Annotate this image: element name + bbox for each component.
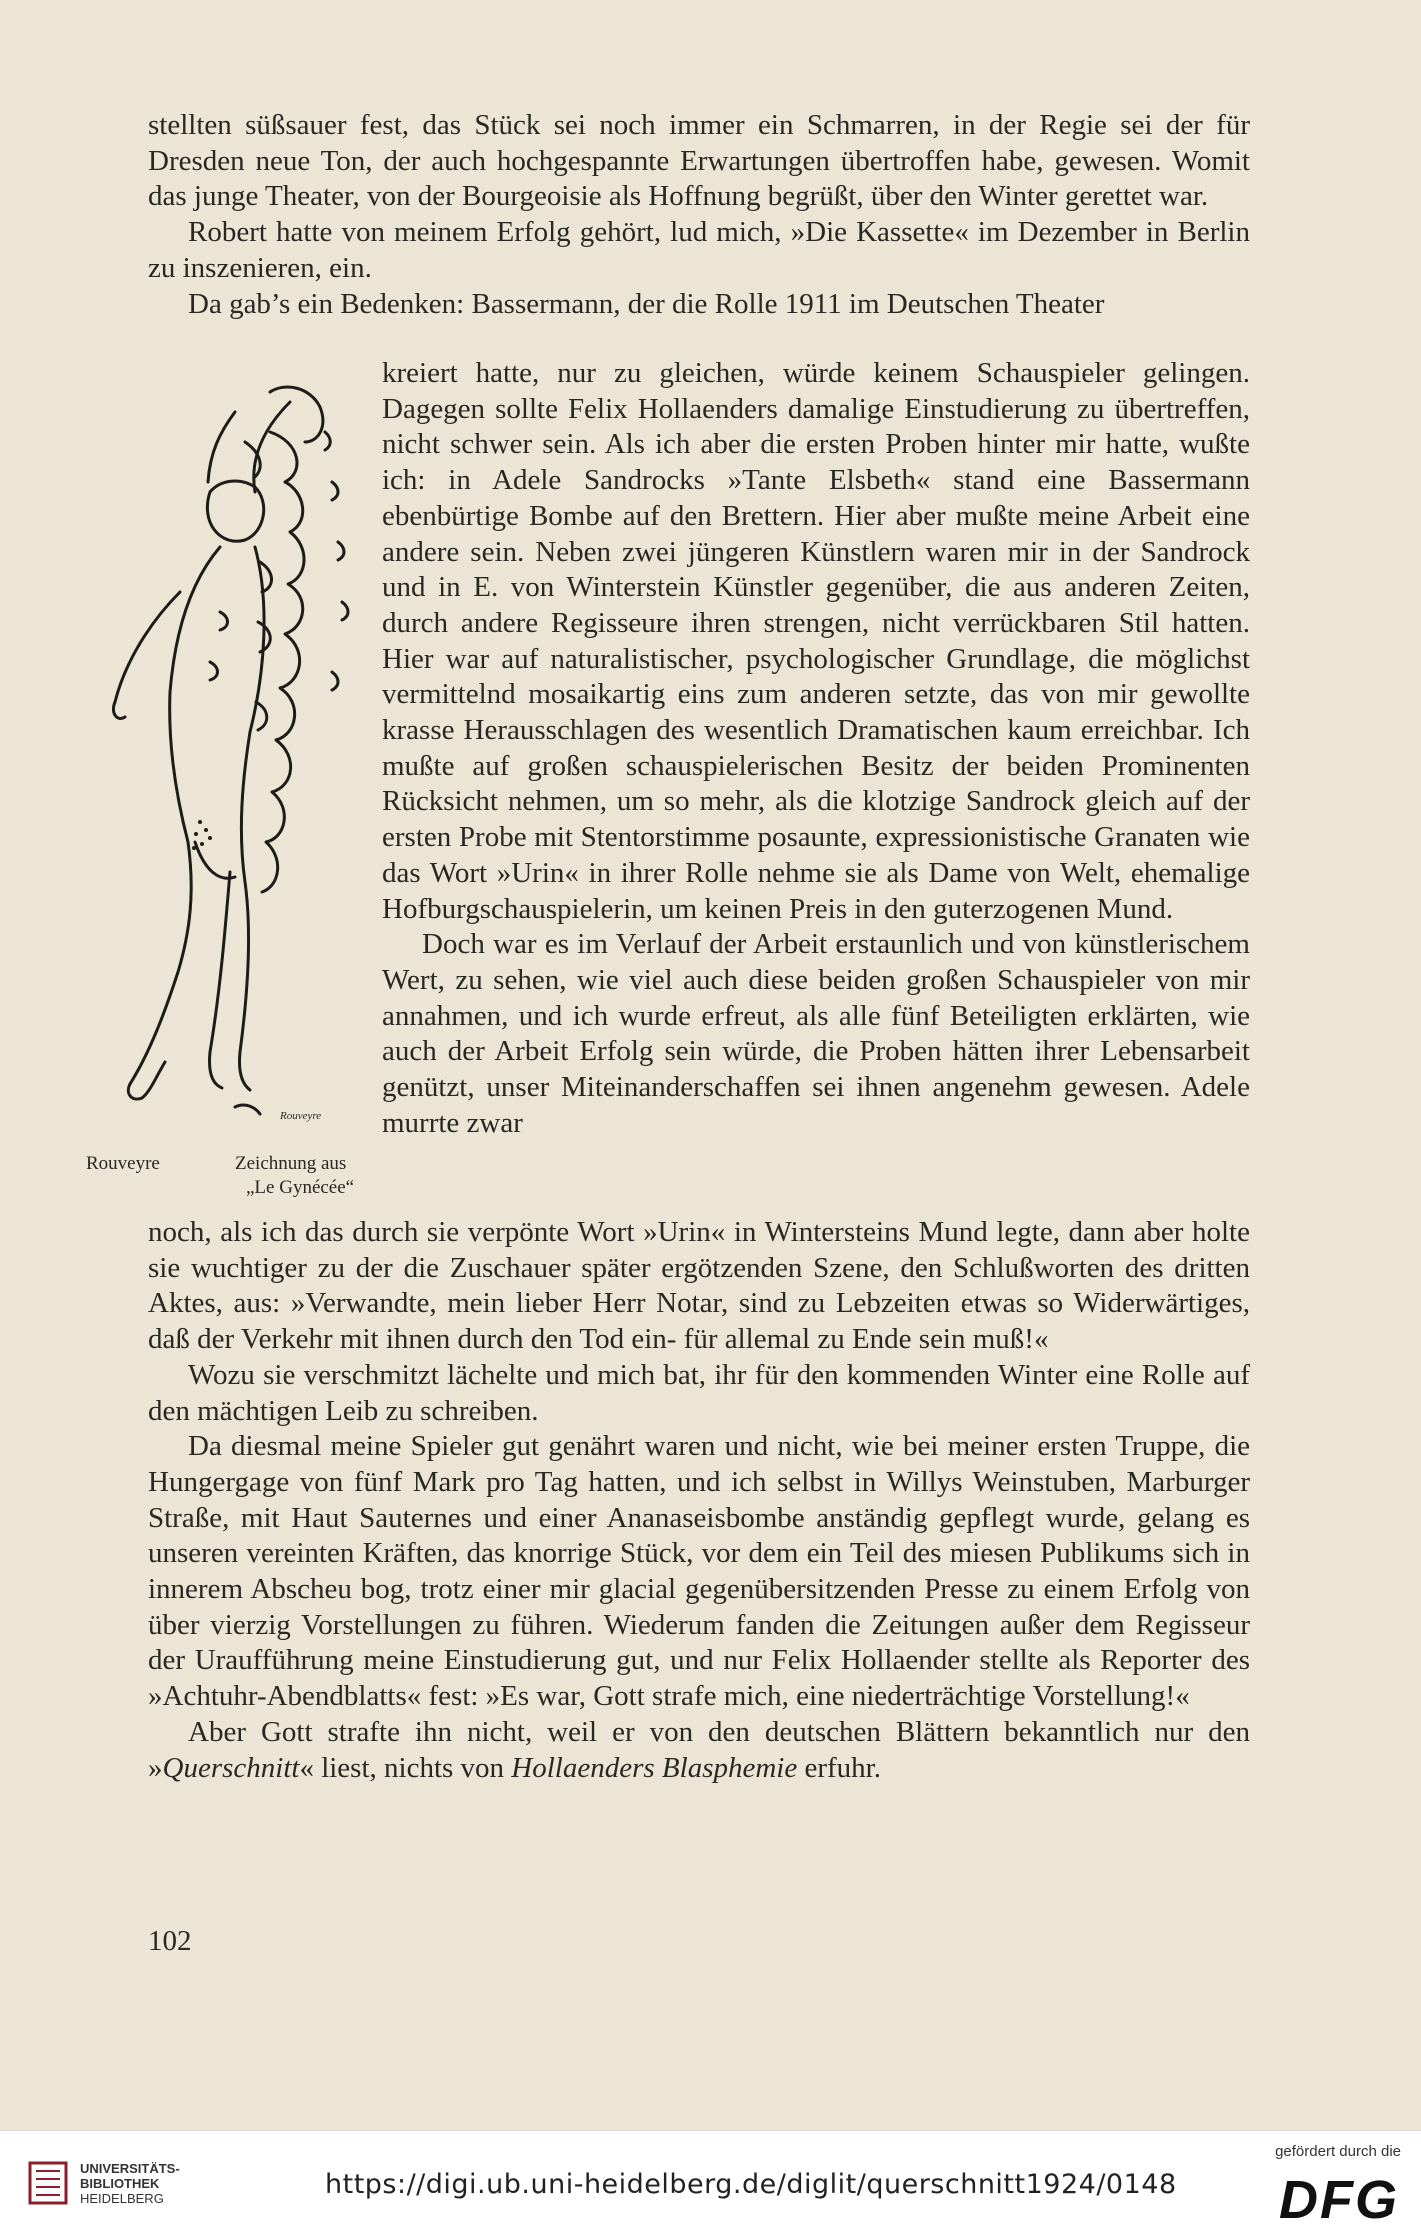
paragraph: kreiert hatte, nur zu gleichen, würde keinem Schauspieler gelingen. Dagegen sollte Felix Hollaenders damalige Einstudierung zu übertreffen, nicht schwer sein. Als ich aber die ersten Proben hinter mir hatte, wußte ich: in Adele Sandrocks »Tante Elsbeth« stand eine Bassermann ebenbürtige Bombe auf den Brettern. Hier aber mußte meine Arbeit eine andere sein. Neben zwei jüngeren Künstlern waren mir in der Sandrock und in E. von Winterstein Künstler gegenüber, die aus anderen Zeiten, durch andere Regisseure ihren strengen, nicht verrückbaren Stil hatten. Hier war auf naturalistischer, psychologischer Grundlage, die möglichst vermittelnd mosaikartig eins zum anderen setzte, das von mir gewollte krasse Herausschlagen des wesentlich Dramatischen kaum erreichbar. Ich mußte auf großen schauspielerischen Besitz der beiden Prominenten Rücksicht nehmen, um so mehr, als die klotzige Sandrock gleich auf der ersten Probe mit Stentorstimme posaunte, expressionistische Granaten wie das Wort »Urin« in ihrer Rolle nehme sie als Dame von Welt, ehemalige Hofburgschauspielerin, um keinen Preis in den guterzogenen Mund. bbox=[382, 357, 1250, 925]
page-number: 102 bbox=[148, 1925, 192, 1957]
italic-run: Querschnitt bbox=[162, 1751, 300, 1784]
library-logo[interactable] bbox=[28, 2151, 188, 2221]
text-run: « liest, nichts von bbox=[299, 1751, 512, 1784]
italic-run: Hollaenders Blasphemie bbox=[511, 1751, 798, 1784]
library-name bbox=[80, 2161, 180, 2206]
paragraph: Da diesmal meine Spieler gut genährt waren und nicht, wie bei meiner ersten Truppe, die Hungergage von fünf Mark pro Tag hatten, und ich selbst in Willys Weinstuben, Marburger Straße, mit Haut Sauternes und einer Ananaseisbombe anständig gepflegt wurde, gelang es unseren vereinten Kräften, das knorrige Stück, vor dem ein Teil des miesen Publikums sich in innerem Abscheu bog, trotz einer mir glacial gegenübersitzenden Presse zu einem Erfolg von über vierzig Vorstellungen zu führen. Wiederum fanden die Zeitungen außer dem Regisseur der Uraufführung meine Einstudierung gut, und nur Felix Hollaender stellte als Reporter des »Achtuhr-Abendblatts« fest: »Es war, Gott strafe mich, eine niederträchtige Vorstellung!« bbox=[148, 1430, 1250, 1713]
artist-signature: Rouveyre bbox=[280, 1110, 322, 1122]
dfg-logo[interactable]: DFG bbox=[1279, 2170, 1399, 2230]
rouveyre-illustration bbox=[70, 372, 390, 1142]
text-run: erfuhr. bbox=[797, 1751, 881, 1784]
paragraph: noch, als ich das durch sie verpönte Wort »Urin« in Wintersteins Mund legte, dann aber holte sie wuchtiger zu der die Zuschauer später ergötzenden Szene, den Schlußworten des dritten Aktes, aus: »Verwandte, mein lieber Herr Notar, sind zu Lebzeiten etwas so Widerwärtiges, daß der Verkehr mit ihnen durch den Tod ein- für allemal zu Ende sein muß!« bbox=[148, 1216, 1250, 1356]
library-line: HEIDELBERG bbox=[80, 2191, 164, 2206]
library-line: UNIVERSITÄTS- bbox=[80, 2161, 180, 2176]
figure-drawing bbox=[70, 372, 390, 1142]
paragraph: Doch war es im Verlauf der Arbeit erstaunlich und von künstlerischem Wert, zu sehen, wie viel auch diese beiden großen Schauspieler von mir annahmen, und ich wurde erfreut, als alle fünf Beteiligten erklärten, wie auch der Arbeit Erfolg sein würde, die Proben hätten ihrer Lebensarbeit genützt, unser Miteinanderschaffen sei ihnen angenehm gewesen. Adele murrte zwar bbox=[382, 928, 1250, 1139]
library-seal-icon bbox=[28, 2159, 68, 2207]
text-block-right bbox=[382, 356, 1250, 1141]
paragraph: Robert hatte von meinem Erfolg gehört, lud mich, »Die Kassette« im Dezember in Berlin zu inszenieren, ein. bbox=[148, 216, 1250, 284]
library-line: BIBLIOTHEK bbox=[80, 2176, 160, 2191]
footer-bar bbox=[0, 2130, 1421, 2236]
text-block-bottom bbox=[148, 1215, 1250, 1786]
paragraph: stellten süßsauer fest, das Stück sei noch immer ein Schmarren, in der Regie sei der für Dresden neue Ton, der auch hochgespannte Erwartungen übertroffen habe, gewesen. Womit das junge Theater, von der Bourgeoisie als Hoffnung begrüßt, über den Winter gerettet war. bbox=[148, 109, 1250, 213]
paragraph: Da gab’s ein Bedenken: Bassermann, der die Rolle 1911 im Deutschen Theater bbox=[188, 287, 1105, 320]
caption-artist: Rouveyre bbox=[86, 1153, 160, 1174]
text-run: Aber Gott strafte ihn nicht, weil er von den deutschen Blättern bekanntlich nur den » bbox=[148, 1715, 1250, 1784]
caption-line2: „Le Gynécée“ bbox=[246, 1177, 355, 1198]
paragraph: Wozu sie verschmitzt lächelte und mich bat, ihr für den kommenden Winter eine Rolle auf den mächtigen Leib zu schreiben. bbox=[148, 1358, 1250, 1427]
text-block-top bbox=[148, 108, 1250, 322]
permalink-url[interactable]: https://digi.ub.uni-heidelberg.de/diglit/querschnitt1924/0148 bbox=[325, 2169, 1177, 2200]
funding-label: gefördert durch die bbox=[1275, 2143, 1401, 2160]
paragraph-last bbox=[148, 1715, 1250, 1786]
caption-line1: Zeichnung aus bbox=[235, 1153, 347, 1174]
